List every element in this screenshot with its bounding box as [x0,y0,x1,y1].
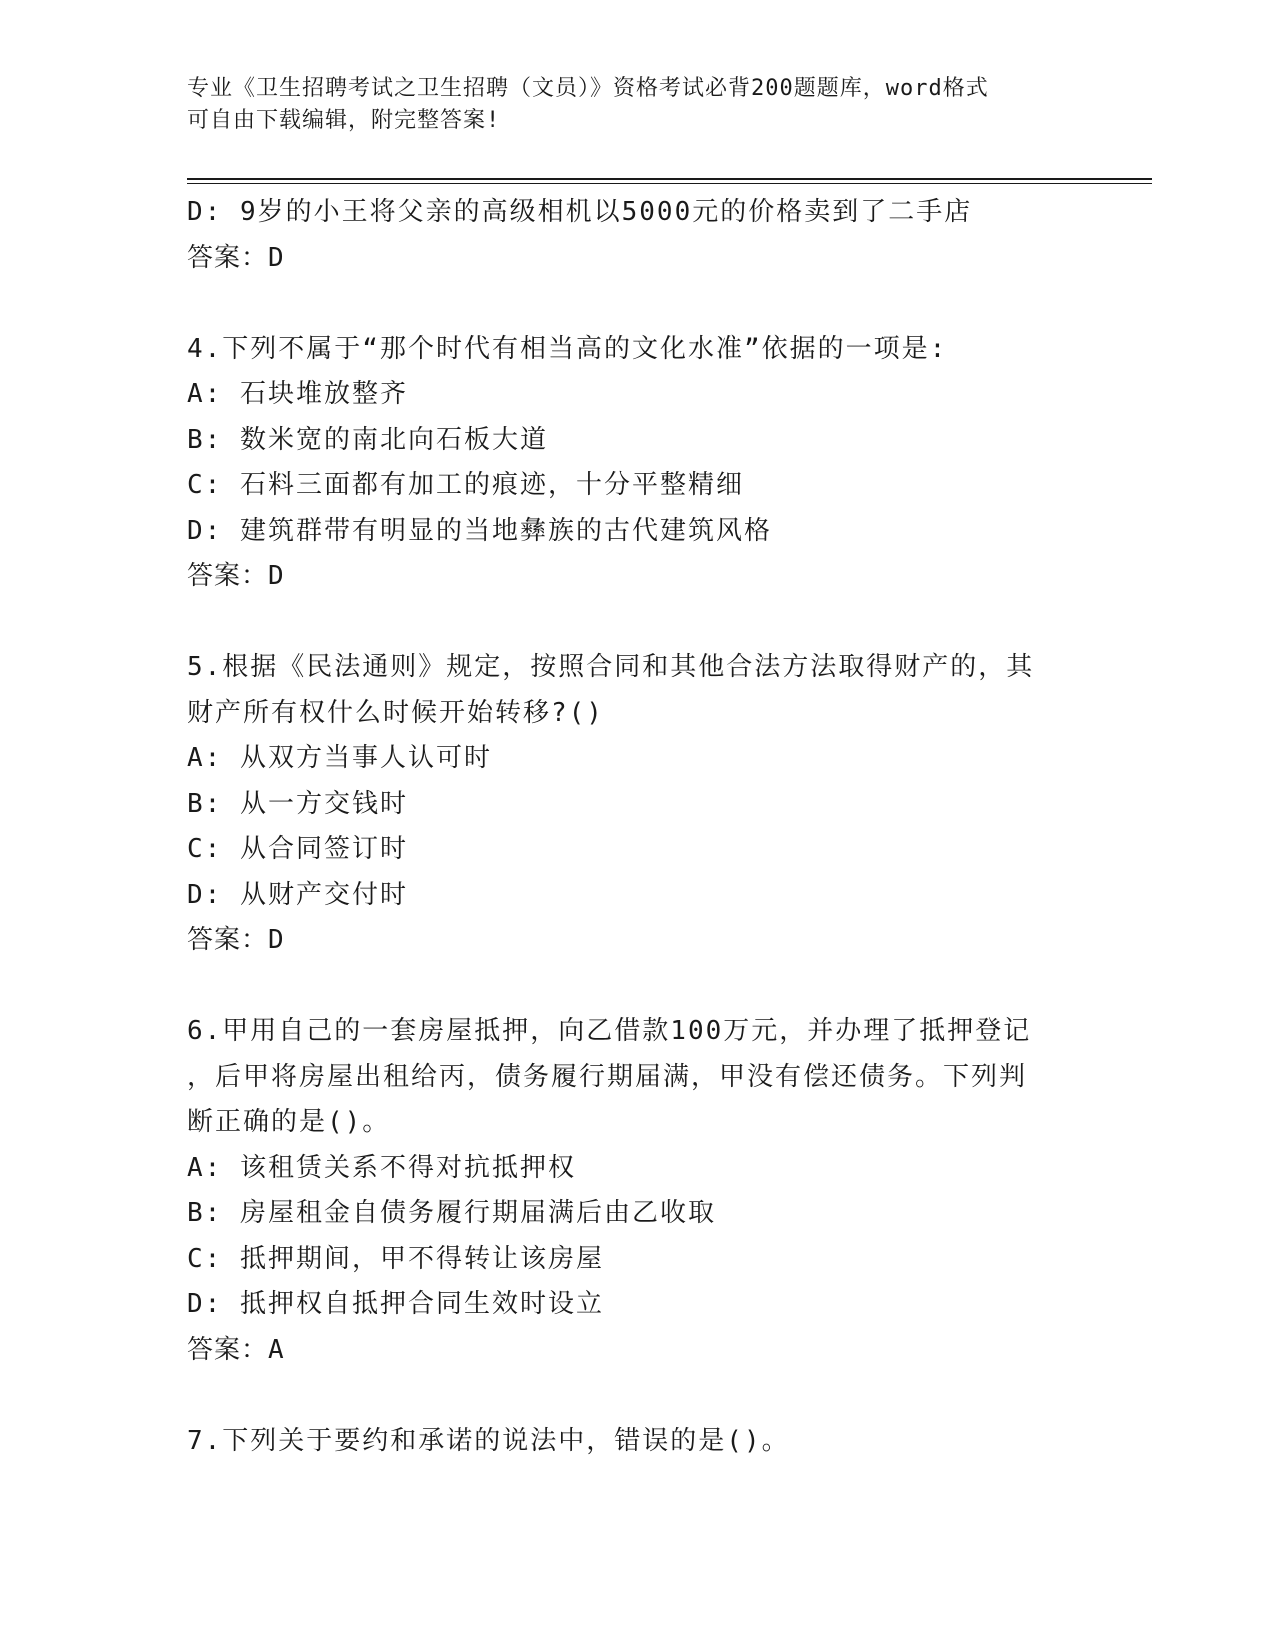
option-c: C: 石料三面都有加工的痕迹，十分平整精细 [187,470,744,500]
answer: 答案：A [187,1334,285,1365]
answer: 答案：D [187,242,285,273]
option-d: D: 9岁的小王将父亲的高级相机以5000元的价格卖到了二手店 [187,197,973,227]
option-c: C: 从合同签订时 [187,834,408,864]
option-d: D: 抵押权自抵押合同生效时设立 [187,1289,604,1319]
question-text-line-2: 财产所有权什么时候开始转移?() [187,697,604,728]
header-line-2: 可自由下载编辑，附完整答案! [187,108,501,133]
question-text: 7.下列关于要约和承诺的说法中，错误的是()。 [187,1425,790,1456]
option-b: B: 从一方交钱时 [187,788,408,819]
header-line-1: 专业《卫生招聘考试之卫生招聘（文员）》资格考试必背200题题库，word格式 [187,76,989,101]
option-d: D: 建筑群带有明显的当地彝族的古代建筑风格 [187,515,772,546]
option-a: A: 从双方当事人认可时 [187,743,492,773]
header-divider-thin [187,183,1152,184]
option-d: D: 从财产交付时 [187,879,408,910]
option-c: C: 抵押期间，甲不得转让该房屋 [187,1243,604,1274]
question-6 [187,1009,1067,1373]
answer: 答案：D [187,561,285,591]
answer: 答案：D [187,925,285,955]
document-body [187,190,1067,1464]
document-header [187,73,1067,137]
question-5 [187,645,1067,964]
question-7 [187,1419,1067,1465]
question-text-line-1: 6.甲用自己的一套房屋抵押，向乙借款100万元，并办理了抵押登记 [187,1016,1032,1046]
option-a: A: 石块堆放整齐 [187,379,408,409]
question-3-tail [187,190,1067,281]
spacer [187,1373,1067,1419]
spacer [187,281,1067,327]
question-text-line-1: 5.根据《民法通则》规定，按照合同和其他合法方法取得财产的，其 [187,652,1035,682]
question-text-line-2: ，后甲将房屋出租给丙，债务履行期届满，甲没有偿还债务。下列判 [187,1061,1028,1092]
spacer [187,600,1067,646]
header-divider-thick [187,178,1152,180]
spacer [187,964,1067,1010]
option-b: B: 数米宽的南北向石板大道 [187,424,548,455]
question-4 [187,327,1067,600]
option-a: A: 该租赁关系不得对抗抵押权 [187,1152,576,1183]
option-b: B: 房屋租金自债务履行期届满后由乙收取 [187,1198,716,1228]
question-text: 4.下列不属于“那个时代有相当高的文化水准”依据的一项是: [187,333,948,364]
question-text-line-3: 断正确的是()。 [187,1107,391,1137]
